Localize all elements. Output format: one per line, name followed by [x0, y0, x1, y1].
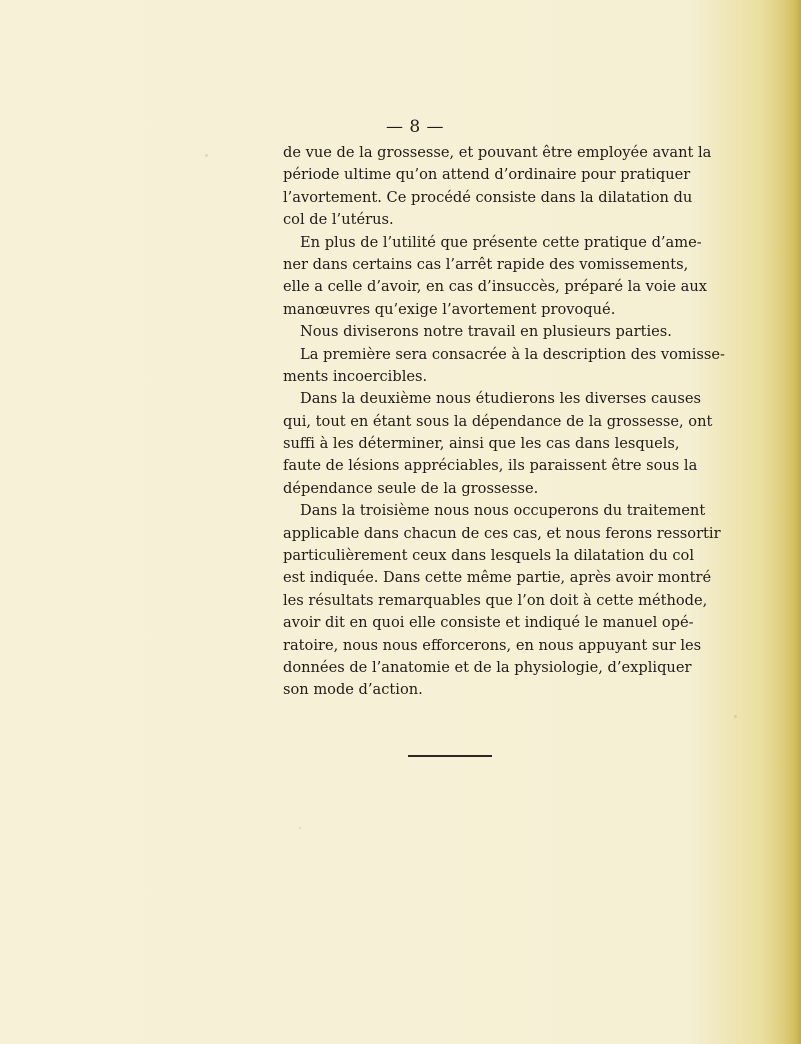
text-line: qui, tout en étant sous la dépendance de la grossesse, ont [283, 412, 713, 430]
end-rule [408, 755, 492, 757]
text-line: ner dans certains cas l’arrêt rapide des vomissements, [283, 255, 689, 273]
text-line: col de l’utérus. [283, 211, 394, 229]
text-line: les résultats remarquables que l’on doit à cette méthode, [283, 591, 708, 609]
page-number-header: — 8 — [385, 117, 445, 137]
text-line: période ultime qu’on attend d’ordinaire pour pratiquer [283, 166, 691, 184]
paper-speck [734, 715, 737, 718]
text-line: ments incoercibles. [283, 367, 428, 385]
text-line: elle a celle d’avoir, en cas d’insuccès, préparé la voie aux [283, 278, 707, 296]
text-line: particulièrement ceux dans lesquels la dilatation du col [283, 547, 695, 565]
text-line: suffi à les déterminer, ainsi que les cas dans lesquels, [283, 435, 680, 453]
text-line: Dans la deuxième nous étudierons les diverses causes [300, 390, 701, 408]
paper-speck [640, 330, 642, 332]
text-line: applicable dans chacun de ces cas, et nous ferons ressortir [283, 524, 721, 542]
text-line: Nous diviserons notre travail en plusieurs parties. [300, 323, 672, 341]
text-line: l’avortement. Ce procédé consiste dans la dilatation du [283, 188, 693, 206]
text-line: dépendance seule de la grossesse. [283, 479, 539, 497]
text-line: faute de lésions appréciables, ils paraissent être sous la [283, 457, 698, 475]
text-line: ratoire, nous nous efforcerons, en nous appuyant sur les [283, 636, 702, 654]
paper-speck [299, 827, 301, 829]
text-line: Dans la troisième nous nous occuperons du traitement [300, 502, 706, 520]
text-line: manœuvres qu’exige l’avortement provoqué. [283, 300, 616, 318]
text-line: données de l’anatomie et de la physiologie, d’expliquer [283, 658, 692, 676]
text-line: En plus de l’utilité que présente cette pratique d’ame- [300, 233, 702, 251]
text-line: de vue de la grossesse, et pouvant être employée avant la [283, 144, 712, 161]
text-line: La première sera consacrée à la description des vomisse- [300, 345, 725, 363]
text-line: son mode d’action. [283, 681, 423, 699]
paper-speck [205, 154, 208, 157]
text-line: avoir dit en quoi elle consiste et indiqué le manuel opé- [283, 614, 694, 632]
text-line: est indiquée. Dans cette même partie, après avoir montré [283, 569, 712, 587]
page-edge-shadow [783, 0, 801, 1044]
body-text [283, 142, 725, 702]
